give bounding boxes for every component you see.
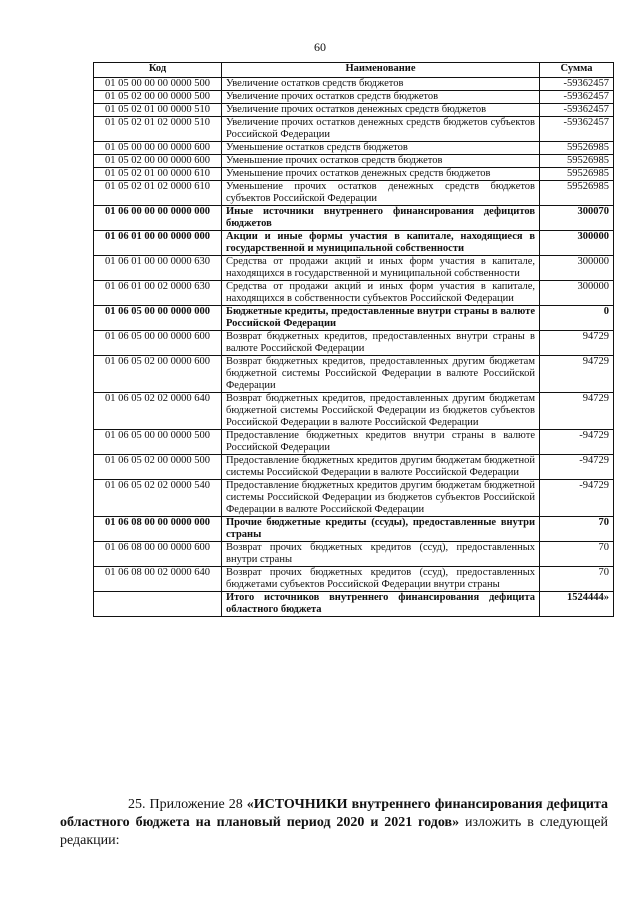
row-name: Средства от продажи акций и иных форм участия в капитале, находящихся в государственной и муниципальной собственности [222,256,540,281]
table-row [94,480,614,517]
row-sum: -59362457 [540,78,614,91]
row-name: Возврат бюджетных кредитов, предоставленных другим бюджетам бюджетной системы Российской Федерации из бюджетов субъектов Российской Федерации в валюте Российской Федерации [222,393,540,430]
row-name: Прочие бюджетные кредиты (ссуды), предоставленные внутри страны [222,517,540,542]
row-sum: 300000 [540,231,614,256]
table-row [94,168,614,181]
table-row [94,592,614,617]
row-name: Уменьшение прочих остатков средств бюджетов [222,155,540,168]
header-name: Наименование [222,63,540,78]
row-code: 01 05 02 00 00 0000 600 [94,155,222,168]
table-row [94,542,614,567]
row-code: 01 06 08 00 00 0000 000 [94,517,222,542]
row-name: Акции и иные формы участия в капитале, находящиеся в государственной и муниципальной собственности [222,231,540,256]
row-code: 01 05 00 00 00 0000 600 [94,142,222,155]
row-name: Уменьшение остатков средств бюджетов [222,142,540,155]
table-row [94,430,614,455]
paragraph-lead: 25. Приложение 28 [128,797,247,812]
row-code: 01 06 05 00 00 0000 000 [94,306,222,331]
row-name: Предоставление бюджетных кредитов другим бюджетам бюджетной системы Российской Федерации в валюте Российской Федерации [222,455,540,480]
row-code: 01 06 08 00 00 0000 600 [94,542,222,567]
row-name: Увеличение прочих остатков средств бюджетов [222,91,540,104]
row-code [94,592,222,617]
row-code: 01 05 02 01 02 0000 610 [94,181,222,206]
header-sum: Сумма [540,63,614,78]
row-sum: -94729 [540,480,614,517]
page-number: 60 [314,40,326,54]
row-code: 01 05 02 01 02 0000 510 [94,117,222,142]
table-row [94,256,614,281]
row-sum: -59362457 [540,91,614,104]
table-row [94,155,614,168]
row-name: Увеличение остатков средств бюджетов [222,78,540,91]
table-row [94,455,614,480]
row-code: 01 06 01 00 02 0000 630 [94,281,222,306]
row-name: Возврат бюджетных кредитов, предоставленных внутри страны в валюте Российской Федерации [222,331,540,356]
table-row [94,331,614,356]
row-sum: 300070 [540,206,614,231]
row-code: 01 06 00 00 00 0000 000 [94,206,222,231]
row-code: 01 06 05 02 00 0000 600 [94,356,222,393]
amendment-paragraph [60,796,608,850]
row-sum: -59362457 [540,117,614,142]
row-name: Средства от продажи акций и иных форм участия в капитале, находящихся в собственности субъектов Российской Федерации [222,281,540,306]
table-row [94,91,614,104]
row-sum: -94729 [540,430,614,455]
paragraph-title: «ИСТОЧНИКИ внутреннего финансирования дефицита областного бюджета на плановый период 2020 и 2021 годов» [60,797,609,830]
row-name: Возврат прочих бюджетных кредитов (ссуд), предоставленных внутри страны [222,542,540,567]
row-code: 01 06 05 00 00 0000 500 [94,430,222,455]
row-name: Увеличение прочих остатков денежных средств бюджетов [222,104,540,117]
table-row [94,104,614,117]
table-header-row [94,63,614,78]
row-code: 01 06 01 00 00 0000 000 [94,231,222,256]
row-name: Уменьшение прочих остатков денежных средств бюджетов субъектов Российской Федерации [222,181,540,206]
row-sum: 59526985 [540,181,614,206]
row-name: Бюджетные кредиты, предоставленные внутри страны в валюте Российской Федерации [222,306,540,331]
table-row [94,78,614,91]
row-code: 01 06 01 00 00 0000 630 [94,256,222,281]
table-row [94,281,614,306]
row-sum: -94729 [540,455,614,480]
row-sum: 94729 [540,356,614,393]
table-row [94,181,614,206]
row-sum: 70 [540,517,614,542]
table-row [94,206,614,231]
table-row [94,356,614,393]
row-sum: 300000 [540,281,614,306]
row-sum: 59526985 [540,142,614,155]
row-code: 01 05 02 01 00 0000 510 [94,104,222,117]
table-row [94,567,614,592]
row-sum: 1524444» [540,592,614,617]
row-code: 01 06 05 02 02 0000 540 [94,480,222,517]
row-name: Предоставление бюджетных кредитов другим бюджетам бюджетной системы Российской Федерации из бюджетов субъектов Российской Федерации в валюте Российской Федерации [222,480,540,517]
row-name: Возврат прочих бюджетных кредитов (ссуд), предоставленных бюджетами субъектов Российской Федерации внутри страны [222,567,540,592]
row-sum: 70 [540,542,614,567]
row-code: 01 06 05 00 00 0000 600 [94,331,222,356]
header-code: Код [94,63,222,78]
sources-table [93,62,614,617]
row-sum: -59362457 [540,104,614,117]
row-name: Возврат бюджетных кредитов, предоставленных другим бюджетам бюджетной системы Российской Федерации в валюте Российской Федерации [222,356,540,393]
row-name: Иные источники внутреннего финансирования дефицитов бюджетов [222,206,540,231]
row-name: Увеличение прочих остатков денежных средств бюджетов субъектов Российской Федерации [222,117,540,142]
row-code: 01 06 08 00 02 0000 640 [94,567,222,592]
table-row [94,517,614,542]
row-sum: 0 [540,306,614,331]
row-sum: 94729 [540,331,614,356]
paragraph-tail: изложить в следующей редакции: [60,815,608,848]
row-code: 01 05 02 01 00 0000 610 [94,168,222,181]
table-row [94,306,614,331]
row-sum: 70 [540,567,614,592]
table-row [94,142,614,155]
row-code: 01 06 05 02 02 0000 640 [94,393,222,430]
row-code: 01 05 00 00 00 0000 500 [94,78,222,91]
table-body [94,78,614,617]
row-code: 01 06 05 02 00 0000 500 [94,455,222,480]
table-row [94,231,614,256]
row-name: Уменьшение прочих остатков денежных средств бюджетов [222,168,540,181]
row-sum: 59526985 [540,168,614,181]
row-sum: 59526985 [540,155,614,168]
row-code: 01 05 02 00 00 0000 500 [94,91,222,104]
row-name: Итого источников внутреннего финансирования дефицита областного бюджета [222,592,540,617]
table-row [94,117,614,142]
row-sum: 300000 [540,256,614,281]
row-name: Предоставление бюджетных кредитов внутри страны в валюте Российской Федерации [222,430,540,455]
row-sum: 94729 [540,393,614,430]
table-row [94,393,614,430]
